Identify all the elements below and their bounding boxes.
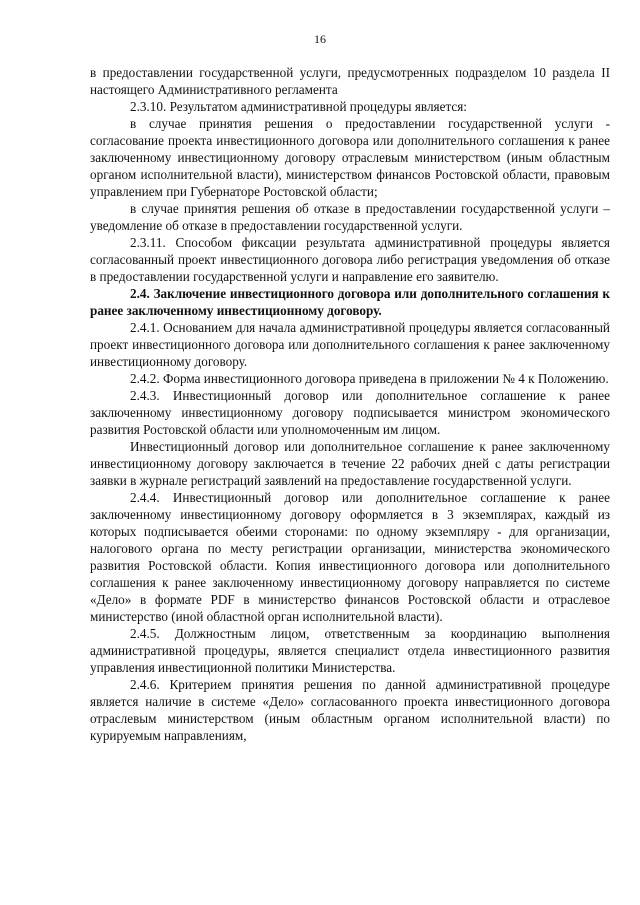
- paragraph: 2.4.2. Форма инвестиционного договора приведена в приложении № 4 к Положению.: [130, 371, 609, 386]
- paragraph: 2.4.4. Инвестиционный договор или дополнительное соглашение к ранее заключенному инвестиционному договору оформляется в 3 экземплярах, каждый из которых подписывается обеими сторонами: по одному экземпляру - для организации, налогового органа по месту регистрации организации, министерства экономического развития Ростовской области. Копия инвестиционного договора или дополнительного соглашения к ранее заключенному инвестиционному договору направляется по системе «Дело» в формате PDF в министерство финансов Ростовской области и отраслевое министерство (иной областной орган исполнительной власти).: [90, 490, 610, 624]
- paragraph: Инвестиционный договор или дополнительное соглашение к ранее заключенному инвестиционному договору заключается в течение 22 рабочих дней с даты регистрации заявки в журнале регистраций заявлений на предоставление государственной услуги.: [90, 439, 610, 488]
- document-body: [90, 64, 610, 744]
- paragraph: в предоставлении государственной услуги, предусмотренных подразделом 10 раздела II настоящего Административного регламента: [90, 65, 610, 97]
- page-number: 16: [314, 32, 326, 46]
- paragraph: 2.4.1. Основанием для начала административной процедуры является согласованный проект инвестиционного договора или дополнительного соглашения к ранее заключенному инвестиционному договору.: [90, 320, 610, 369]
- paragraph: 2.4.6. Критерием принятия решения по данной административной процедуре является наличие в системе «Дело» согласованного проекта инвестиционного договора отраслевым министерством (иным областным органом исполнительной власти) по курируемым направлениям,: [90, 677, 610, 743]
- paragraph: 2.4.3. Инвестиционный договор или дополнительное соглашение к ранее заключенному инвестиционному договору подписывается министром экономического развития Ростовской области или уполномоченным им лицом.: [90, 388, 610, 437]
- section-heading: 2.4. Заключение инвестиционного договора или дополнительного соглашения к ранее заключенному инвестиционному договору.: [90, 286, 610, 318]
- paragraph: 2.3.11. Способом фиксации результата административной процедуры является согласованный проект инвестиционного договора либо регистрация уведомления об отказе в предоставлении государственной услуги и направление его заявителю.: [90, 235, 610, 284]
- paragraph: в случае принятия решения об отказе в предоставлении государственной услуги – уведомление об отказе в предоставлении государственной услуги.: [90, 201, 610, 233]
- paragraph: в случае принятия решения о предоставлении государственной услуги - согласование проекта инвестиционного договора или дополнительного соглашения к ранее заключенному инвестиционному договору отраслевым министерством (иным областным органом исполнительной власти), министерством финансов Ростовской области, правовым управлением при Губернаторе Ростовской области;: [90, 116, 610, 199]
- paragraph: 2.4.5. Должностным лицом, ответственным за координацию выполнения административной процедуры, является специалист отдела инвестиционного развития управления инвестиционной политики Министерства.: [90, 626, 610, 675]
- paragraph: 2.3.10. Результатом административной процедуры является:: [130, 99, 467, 114]
